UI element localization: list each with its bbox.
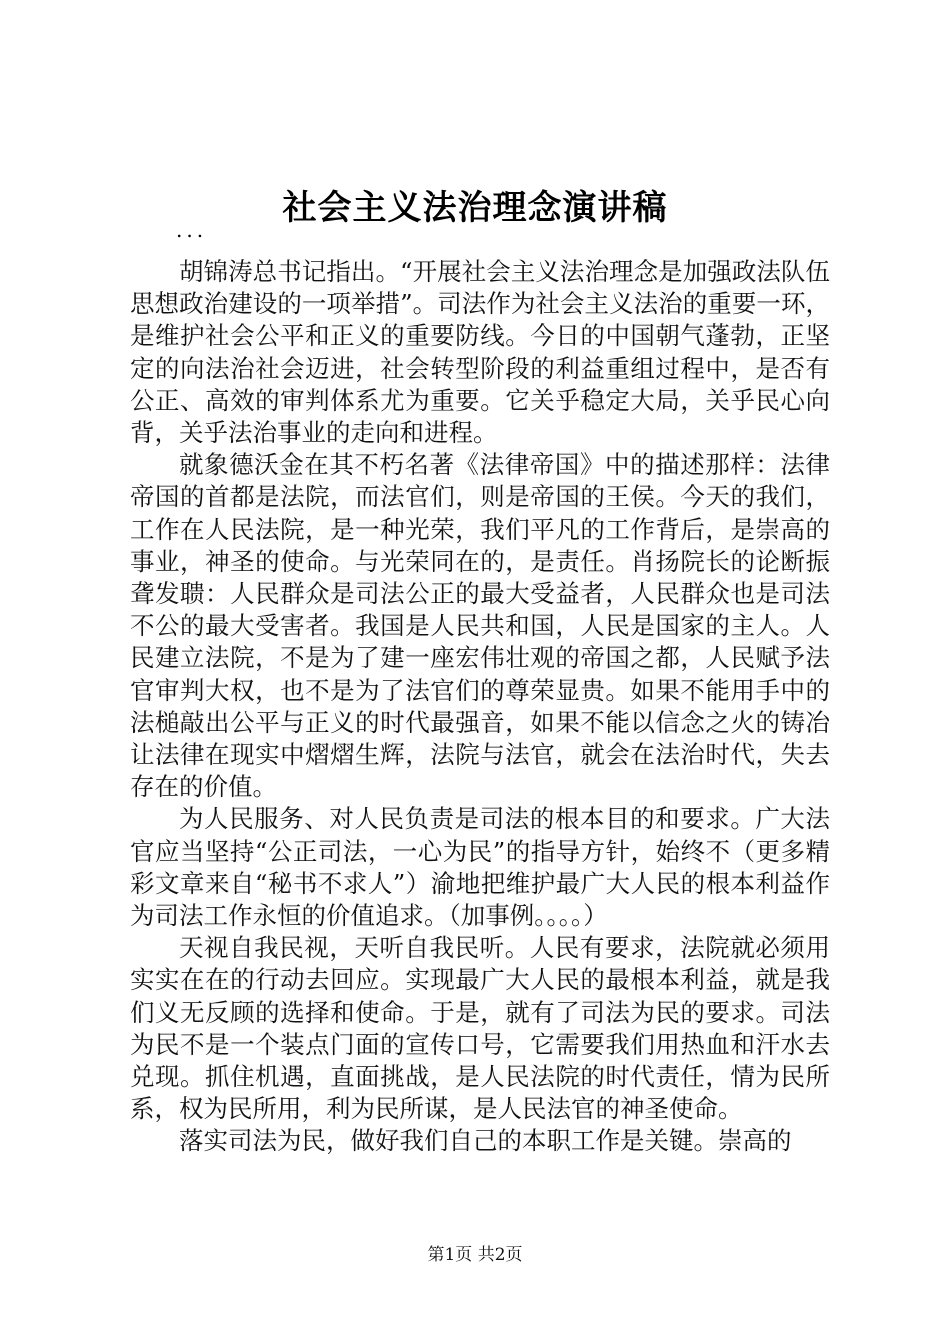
ellipsis-mark: ...	[176, 218, 208, 242]
paragraph-4: 天视自我民视，天听自我民听。人民有要求，法院就必须用实实在在的行动去回应。实现最广大人民的最根本利益，就是我们义无反顾的选择和使命。于是，就有了司法为民的要求。司法为民不是一个装点门面的宣传口号，它需要我们用热血和汗水去兑现。抓住机遇，直面挑战，是人民法院的时代责任，情为民所系，权为民所用，利为民所谋，是人民法官的神圣使命。	[130, 933, 830, 1124]
paragraph-5: 落实司法为民，做好我们自己的本职工作是关键。崇高的	[179, 1126, 792, 1156]
document-title: 社会主义法治理念演讲稿	[282, 188, 668, 228]
paragraph-3: 为人民服务、对人民负责是司法的根本目的和要求。广大法官应当坚持“公正司法，一心为民”的指导方针，始终不（更多精彩文章来自“秘书不求人”）渝地把维护最广大人民的根本利益作为司法工作永恒的价值追求。（加事例。。。。）	[130, 804, 830, 931]
document-body	[130, 256, 830, 1158]
paragraph-1: 胡锦涛总书记指出。“开展社会主义法治理念是加强政法队伍思想政治建设的一项举措”。司法作为社会主义法治的重要一环，是维护社会公平和正义的重要防线。今日的中国朝气蓬勃，正坚定的向法治社会迈进，社会转型阶段的利益重组过程中，是否有公正、高效的审判体系尤为重要。它关乎稳定大局，关乎民心向背，关乎法治事业的走向和进程。	[130, 257, 830, 448]
paragraph-2: 就象德沃金在其不朽名著《法律帝国》中的描述那样：法律帝国的首都是法院，而法官们，则是帝国的王侯。今天的我们，工作在人民法院，是一种光荣，我们平凡的工作背后，是崇高的事业，神圣的使命。与光荣同在的，是责任。肖扬院长的论断振聋发聩：人民群众是司法公正的最大受益者，人民群众也是司法不公的最大受害者。我国是人民共和国，人民是国家的主人。人民建立法院，不是为了建一座宏伟壮观的帝国之都，人民赋予法官审判大权，也不是为了法官们的尊荣显贵。如果不能用手中的法槌敲出公平与正义的时代最强音，如果不能以信念之火的铸冶让法律在现实中熠熠生辉，法院与法官，就会在法治时代，失去存在的价值。	[130, 450, 830, 802]
page-number-footer: 第1页 共2页	[427, 1245, 523, 1265]
